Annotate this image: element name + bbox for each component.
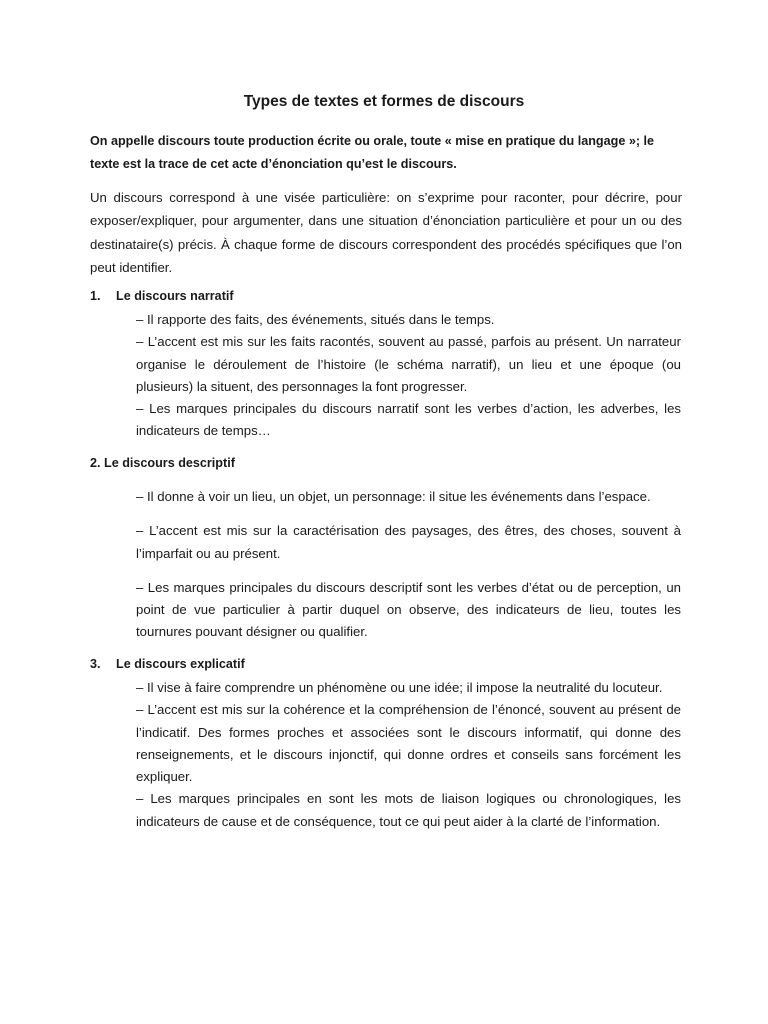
section-title: Le discours descriptif: [104, 456, 235, 470]
section-body-explicatif: [136, 677, 681, 833]
section-heading-narratif: [90, 289, 234, 303]
body-paragraph: Un discours correspond à une visée particulière: on s’exprime pour raconter, pour décrire, pour exposer/expliquer, pour argumenter, dans une situation d’énonciation particulière et pour un ou des destinataire(s) précis. À chaque forme de discours correspondent des procédés spécifiques que l’on peut identifier.: [90, 190, 682, 275]
section-number: 2.: [90, 456, 101, 470]
list-item: – L’accent est mis sur la cohérence et la compréhension de l’énoncé, souvent au présent de l’indicatif. Des formes proches et associées sont le discours informatif, qui donne des renseignements, et le discours injonctif, qui donne ordres et conseils sans forcément les expliquer.: [136, 702, 681, 785]
section-title: Le discours narratif: [116, 289, 234, 303]
section-heading-explicatif: [90, 657, 245, 671]
list-item: – Il rapporte des faits, des événements, situés dans le temps.: [136, 312, 495, 327]
list-item: – L’accent est mis sur la caractérisation des paysages, des êtres, des choses, souvent à l’imparfait ou au présent.: [136, 523, 681, 561]
list-item: – Les marques principales du discours descriptif sont les verbes d’état ou de perception, un point de vue particulier à partir duquel on observe, des indicateurs de lieu, toutes les tournures pouvant désigner ou qualifier.: [136, 579, 681, 640]
list-item: – Les marques principales du discours narratif sont les verbes d’action, les adverbes, les indicateurs de temps…: [136, 401, 681, 439]
intro-paragraph: On appelle discours toute production écrite ou orale, toute « mise en pratique du langage »; le texte est la trace de cet acte d’énonciation qu’est le discours.: [90, 134, 655, 171]
list-item: – Les marques principales en sont les mots de liaison logiques ou chronologiques, les indicateurs de cause et de conséquence, tout ce qui peut aider à la clarté de l’information.: [136, 791, 681, 829]
list-item: – Il donne à voir un lieu, un objet, un personnage: il situe les événements dans l’espace.: [136, 489, 651, 504]
section-body-narratif: [136, 309, 681, 443]
section-number: 3.: [90, 657, 101, 671]
section-heading-descriptif: [90, 456, 235, 470]
section-body-descriptif: [136, 486, 681, 644]
section-title: Le discours explicatif: [116, 657, 245, 671]
section-number: 1.: [90, 289, 101, 303]
document-title: Types de textes et formes de discours: [243, 93, 525, 110]
list-item: – Il vise à faire comprendre un phénomène ou une idée; il impose la neutralité du locuteur.: [136, 680, 663, 695]
list-item: – L’accent est mis sur les faits racontés, souvent au passé, parfois au présent. Un narrateur organise le déroulement de l’histoire (le schéma narratif), un lieu et une époque (ou plusieurs) la situent, des personnages la font progresser.: [136, 334, 681, 394]
